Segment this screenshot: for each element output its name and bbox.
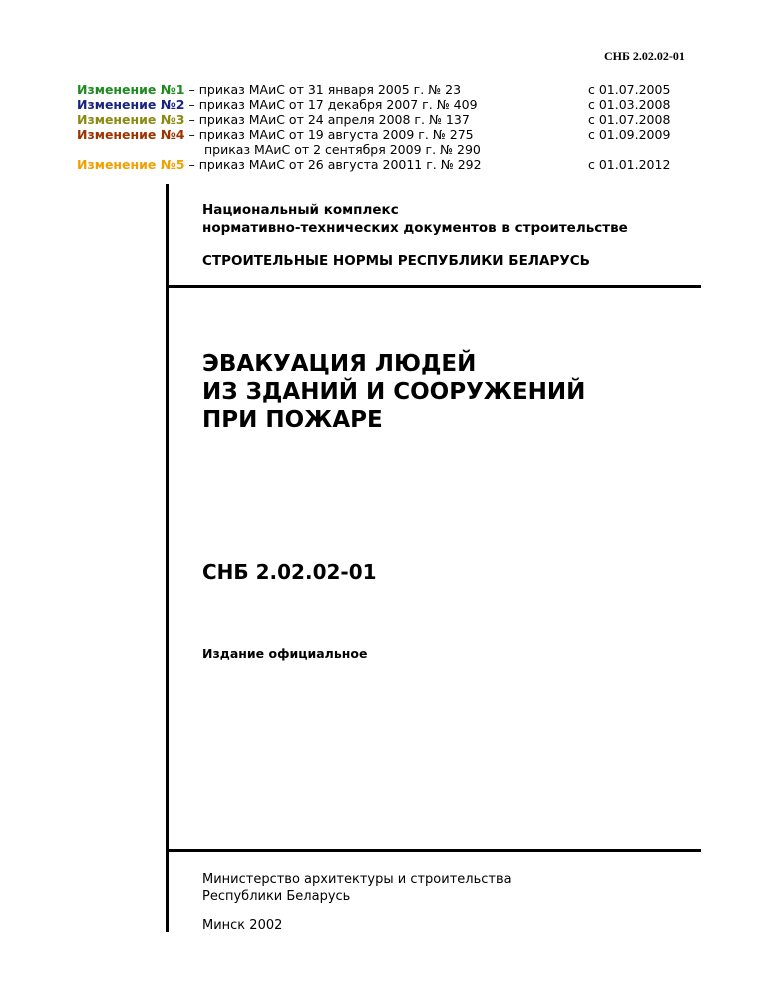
- amendment-3-label: Изменение №3: [77, 112, 185, 127]
- amendment-5-text: – приказ МАиС от 26 августа 20011 г. № 292: [188, 157, 482, 172]
- cover-bottom-rule: [166, 849, 701, 852]
- cover-top-rule: [166, 285, 701, 288]
- amendment-2-label: Изменение №2: [77, 97, 185, 112]
- amendment-5-date: с 01.01.2012: [588, 157, 671, 172]
- amendment-3: [77, 112, 470, 127]
- amendment-4: [77, 127, 474, 142]
- document-title: [202, 350, 585, 434]
- edition-label: Издание официальное: [202, 646, 368, 661]
- amendment-4-date: с 01.09.2009: [588, 127, 671, 142]
- amendment-5-label: Изменение №5: [77, 157, 185, 172]
- amendment-4-label: Изменение №4: [77, 127, 185, 142]
- header-doc-code: СНБ 2.02.02-01: [604, 49, 685, 63]
- amendment-4-text: – приказ МАиС от 19 августа 2009 г. № 275: [188, 127, 474, 142]
- amendment-1-text: – приказ МАиС от 31 января 2005 г. № 23: [188, 82, 462, 97]
- complex-line-1: Национальный комплекс: [202, 202, 399, 218]
- amendment-2-date: с 01.03.2008: [588, 97, 671, 112]
- amendment-2-text: – приказ МАиС от 17 декабря 2007 г. № 409: [188, 97, 478, 112]
- amendment-1-label: Изменение №1: [77, 82, 185, 97]
- cover-vertical-rule: [166, 184, 169, 932]
- amendment-4-extra: приказ МАиС от 2 сентября 2009 г. № 290: [204, 142, 481, 157]
- amendment-1-date: с 01.07.2005: [588, 82, 671, 97]
- document-code: СНБ 2.02.02-01: [202, 560, 377, 584]
- amendment-5: [77, 157, 482, 172]
- amendment-3-date: с 01.07.2008: [588, 112, 671, 127]
- norms-heading: СТРОИТЕЛЬНЫЕ НОРМЫ РЕСПУБЛИКИ БЕЛАРУСЬ: [202, 253, 590, 269]
- title-line-2: ИЗ ЗДАНИЙ И СООРУЖЕНИЙ: [202, 379, 586, 405]
- publisher-line-1: Министерство архитектуры и строительства: [202, 872, 512, 887]
- amendment-3-text: – приказ МАиС от 24 апреля 2008 г. № 137: [188, 112, 470, 127]
- title-line-1: ЭВАКУАЦИЯ ЛЮДЕЙ: [202, 351, 477, 377]
- publisher-line-2: Республики Беларусь: [202, 889, 351, 904]
- complex-line-2: нормативно-технических документов в строительстве: [202, 220, 628, 236]
- complex-heading: [202, 201, 628, 237]
- publisher: [202, 871, 512, 905]
- amendment-1: [77, 82, 461, 97]
- title-line-3: ПРИ ПОЖАРЕ: [202, 407, 383, 433]
- city-year: Минск 2002: [202, 918, 283, 933]
- amendment-2: [77, 97, 478, 112]
